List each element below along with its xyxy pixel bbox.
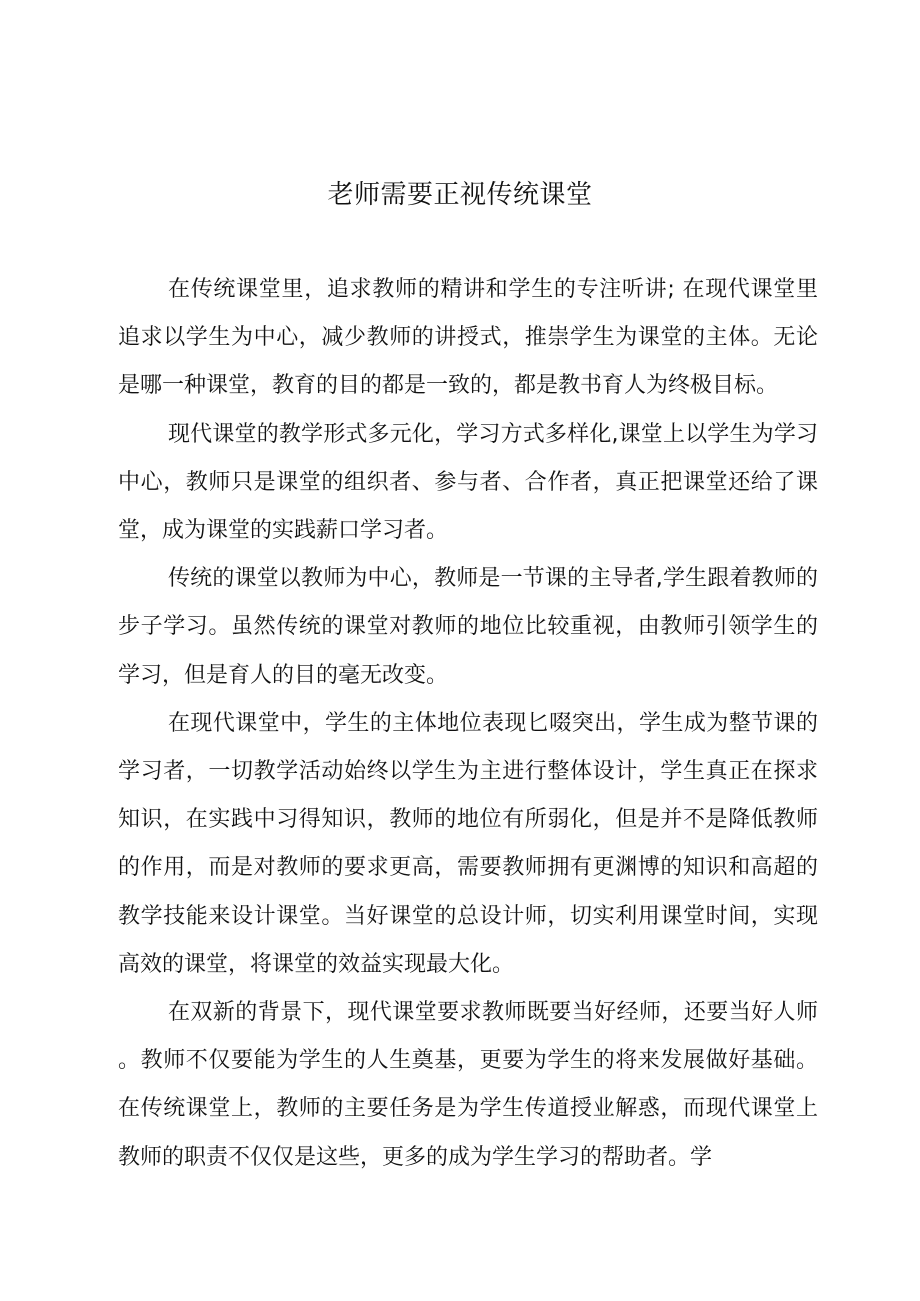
document-title: 老师需要正视传统课堂 — [327, 180, 593, 210]
paragraph: 传统的课堂以教师为中心，教师是一节课的主导者,学生跟着教师的步子学习。虽然传统的课堂对教师的地位比较重视，由教师引领学生的学习，但是育人的目的毫无改变。 — [118, 566, 818, 688]
paragraph: 在双新的背景下，现代课堂要求教师既要当好经师，还要当好人师。教师不仅要能为学生的人生奠基，更要为学生的将来发展做好基础。在传统课堂上，教师的主要任务是为学生传道授业解惑，而现代课堂上教师的职责不仅仅是这些，更多的成为学生学习的帮助者。学 — [118, 1000, 818, 1170]
paragraph: 在现代课堂中，学生的主体地位表现匕啜突出，学生成为整节课的学习者，一切教学活动始终以学生为主进行整体设计，学生真正在探求知识，在实践中习得知识，教师的地位有所弱化，但是并不是降低教师的作用，而是对教师的要求更高，需要教师拥有更渊博的知识和高超的教学技能来设计课堂。当好课堂的总设计师，切实利用课堂时间，实现高效的课堂，将课堂的效益实现最大化。 — [118, 710, 818, 977]
document-body — [118, 266, 818, 1182]
paragraph: 在传统课堂里，追求教师的精讲和学生的专注听讲; 在现代课堂里追求以学生为中心，减少教师的讲授式，推崇学生为课堂的主体。无论是哪一种课堂，教育的目的都是一致的，都是教书育人为终极目标。 — [118, 277, 818, 399]
paragraph: 现代课堂的教学形式多元化，学习方式多样化,课堂上以学生为学习中心，教师只是课堂的组织者、参与者、合作者，真正把课堂还给了课堂，成为课堂的实践薪口学习者。 — [118, 421, 818, 544]
